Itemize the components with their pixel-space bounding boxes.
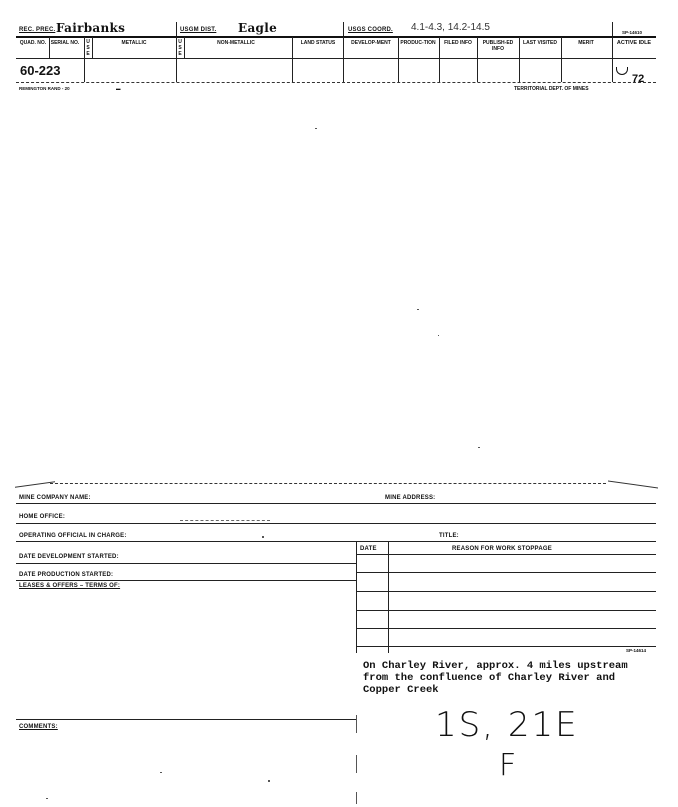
usgm-dist-value: Eagle bbox=[238, 21, 278, 35]
col-quad-no: QUAD. NO. bbox=[19, 40, 47, 46]
col-published-info: PUBLISH-ED INFO bbox=[482, 40, 514, 52]
rec-prec-label: REC. PREC. bbox=[19, 27, 56, 33]
title-label: TITLE: bbox=[439, 533, 459, 539]
col-serial-no: SERIAL NO. bbox=[50, 40, 80, 46]
leases-offers-label: LEASES & OFFERS – TERMS OF: bbox=[19, 583, 121, 589]
col-filed-info: FILED INFO bbox=[444, 40, 472, 46]
date-prod-started-label: DATE PRODUCTION STARTED: bbox=[19, 572, 114, 578]
printer-note: REMINGTON RAND - 20 bbox=[19, 86, 70, 91]
comments-label: COMMENTS: bbox=[19, 724, 58, 730]
col-last-visited: LAST VISITED bbox=[523, 40, 557, 46]
handwritten-letter: F bbox=[499, 748, 517, 783]
home-office-label: HOME OFFICE: bbox=[19, 514, 66, 520]
mine-address-label: MINE ADDRESS: bbox=[385, 495, 436, 501]
mine-company-name-label: MINE COMPANY NAME: bbox=[19, 495, 91, 501]
rec-prec-value: Fairbanks bbox=[56, 21, 126, 35]
col-development: DEVELOP-MENT bbox=[351, 40, 391, 46]
operating-official-label: OPERATING OFFICIAL IN CHARGE: bbox=[19, 533, 127, 539]
active-value: 72 bbox=[632, 73, 645, 85]
form-number-2: SP-14614 bbox=[626, 648, 647, 653]
date-dev-started-label: DATE DEVELOPMENT STARTED: bbox=[19, 554, 119, 560]
usgs-coord-label: USGS COORD. bbox=[348, 27, 393, 33]
usgs-coord-value: 4.1-4.3, 14.2-14.5 bbox=[411, 22, 490, 33]
stoppage-date-header: DATE bbox=[360, 546, 377, 552]
col-use-2: U S E bbox=[178, 39, 182, 57]
col-land-status: LAND STATUS bbox=[300, 40, 336, 46]
dept-name: TERRITORIAL DEPT. OF MINES bbox=[514, 86, 589, 92]
usgm-dist-label: USGM DIST. bbox=[180, 27, 217, 33]
handwritten-coordinates: 1S, 21E bbox=[435, 705, 579, 745]
quad-value: 60-223 bbox=[20, 63, 61, 78]
form-number: SP-14610 bbox=[622, 30, 643, 35]
stoppage-reason-header: REASON FOR WORK STOPPAGE bbox=[452, 546, 552, 552]
col-active-idle: ACTIVE IDLE bbox=[616, 40, 652, 46]
col-non-metallic: NON-METALLIC bbox=[217, 40, 255, 46]
col-production: PRODUC-TION bbox=[400, 40, 436, 46]
location-description: On Charley River, approx. 4 miles upstream from the confluence of Charley River and Copper Creek bbox=[363, 660, 628, 696]
col-metallic: METALLIC bbox=[121, 40, 147, 46]
col-merit: MERIT bbox=[578, 40, 594, 46]
idle-mark bbox=[616, 67, 628, 75]
col-use-1: U S E bbox=[86, 39, 90, 57]
